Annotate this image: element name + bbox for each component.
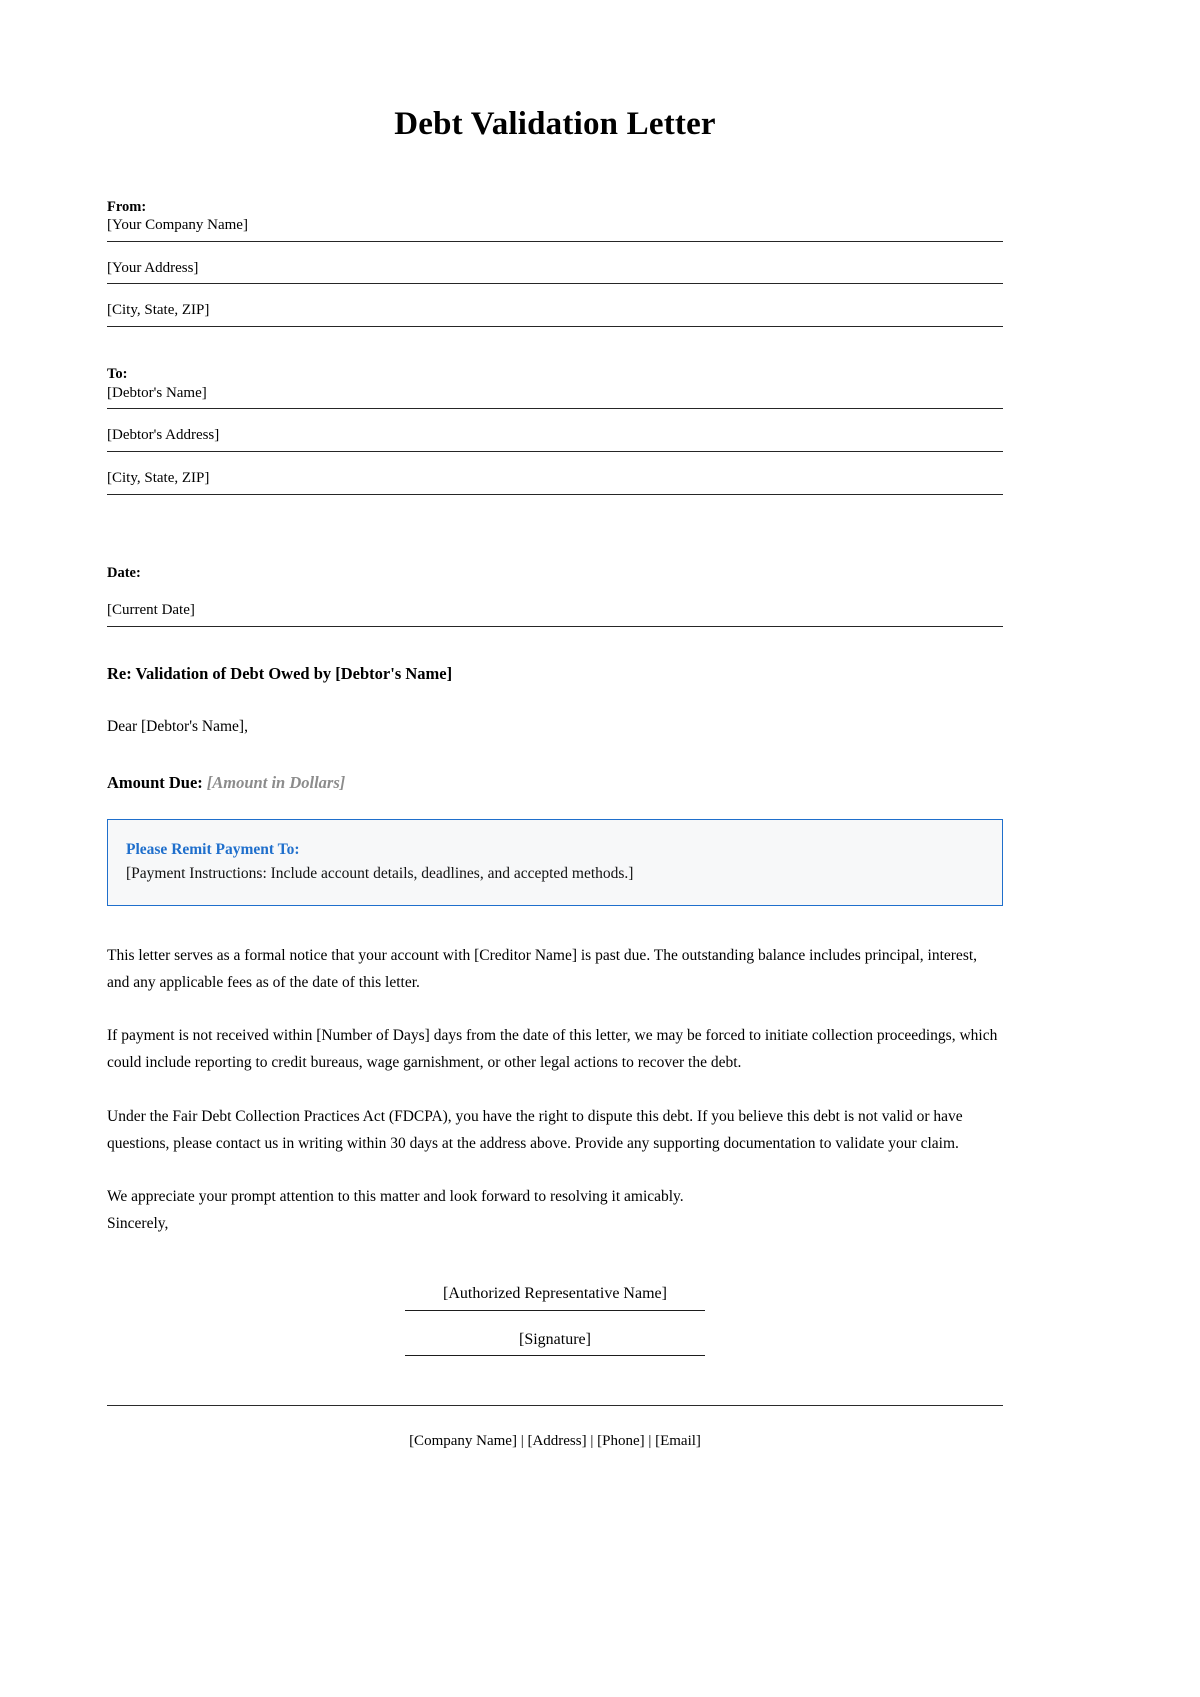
signature-area bbox=[107, 1283, 1003, 1356]
to-label: To: bbox=[107, 366, 128, 383]
paragraph-gap bbox=[107, 1157, 1003, 1183]
signature-gap bbox=[107, 1311, 1003, 1329]
salutation: Dear [Debtor's Name], bbox=[107, 718, 248, 736]
footer-divider bbox=[107, 1405, 1003, 1406]
page-title: Debt Validation Letter bbox=[394, 106, 716, 142]
to-debtor-name-field[interactable]: [Debtor's Name] bbox=[107, 384, 1003, 410]
field-spacer bbox=[107, 242, 1003, 259]
spacer bbox=[107, 906, 1003, 942]
body-paragraph-3: Under the Fair Debt Collection Practices Act (FDCPA), you have the right to dispute this debt. If you believe this debt is not valid or have questions, please contact us in writing within 30 days at the address above. Provide any supporting documentation to validate your claim. bbox=[107, 1107, 963, 1152]
from-city-state-zip-field[interactable]: [City, State, ZIP] bbox=[107, 301, 1003, 327]
footer-contact-info: [Company Name] | [Address] | [Phone] | [Email] bbox=[409, 1433, 701, 1450]
to-city-state-zip-field[interactable]: [City, State, ZIP] bbox=[107, 469, 1003, 495]
from-block bbox=[107, 199, 1003, 328]
to-debtor-address-field[interactable]: [Debtor's Address] bbox=[107, 426, 1003, 452]
signature-line[interactable]: [Signature] bbox=[405, 1329, 705, 1357]
remit-payment-box bbox=[107, 819, 1003, 906]
field-spacer bbox=[107, 409, 1003, 426]
paragraph-gap bbox=[107, 1077, 1003, 1103]
date-block bbox=[107, 565, 1003, 627]
amount-due-row bbox=[107, 772, 1003, 793]
paragraph-gap bbox=[107, 996, 1003, 1022]
field-spacer bbox=[107, 284, 1003, 301]
from-label: From: bbox=[107, 198, 147, 215]
closing-line: We appreciate your prompt attention to this matter and look forward to resolving it amicably. bbox=[107, 1187, 684, 1205]
body-paragraph-2: If payment is not received within [Number of Days] days from the date of this letter, we may be forced to initiate collection proceedings, which could include reporting to credit bureaus, wage garnishment, or other legal actions to recover the debt. bbox=[107, 1027, 998, 1072]
to-block bbox=[107, 366, 1003, 495]
subject-line: Re: Validation of Debt Owed by [Debtor's Name] bbox=[107, 664, 453, 684]
date-field[interactable]: [Current Date] bbox=[107, 601, 1003, 627]
from-company-field[interactable]: [Your Company Name] bbox=[107, 216, 1003, 242]
remit-payment-title: Please Remit Payment To: bbox=[126, 841, 300, 859]
amount-due-value[interactable]: [Amount in Dollars] bbox=[206, 772, 346, 792]
body-paragraph-1: This letter serves as a formal notice that your account with [Creditor Name] is past due. The outstanding balance includes principal, interest, and any applicable fees as of the date of this letter. bbox=[107, 947, 978, 992]
sign-off: Sincerely, bbox=[107, 1214, 169, 1232]
field-spacer bbox=[107, 452, 1003, 469]
from-address-field[interactable]: [Your Address] bbox=[107, 259, 1003, 285]
remit-payment-instructions[interactable]: [Payment Instructions: Include account details, deadlines, and accepted methods.] bbox=[126, 865, 634, 883]
amount-due-label: Amount Due: bbox=[107, 772, 203, 792]
representative-name-line[interactable]: [Authorized Representative Name] bbox=[405, 1283, 705, 1311]
letter-sheet bbox=[107, 0, 1003, 1452]
date-label: Date: bbox=[107, 564, 141, 581]
